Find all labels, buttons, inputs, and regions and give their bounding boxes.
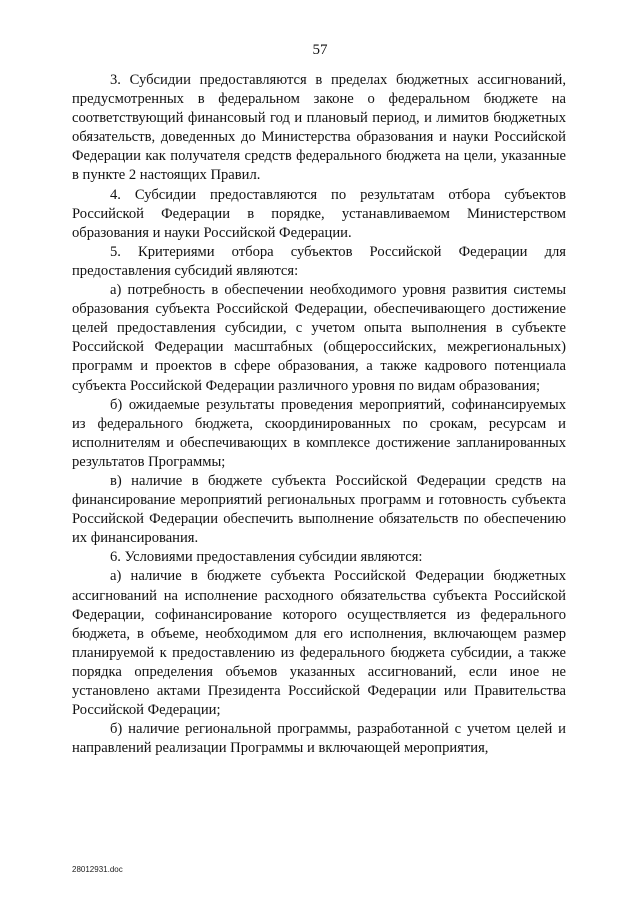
document-body [72, 71, 566, 758]
paragraph-5v: в) наличие в бюджете субъекта Российской Федерации средств на финансирование мероприятий региональных программ и готовность субъекта Российской Федерации обеспечить выполнение обязательств по обеспечению их финансирования. [72, 472, 566, 547]
paragraph-4: 4. Субсидии предоставляются по результатам отбора субъектов Российской Федерации в порядке, устанавливаемом Министерством образования и науки Российской Федерации. [72, 186, 566, 241]
paragraph-6b: б) наличие региональной программы, разработанной с учетом целей и направлений реализации Программы и включающей мероприятия, [72, 721, 566, 757]
paragraph-6a: а) наличие в бюджете субъекта Российской Федерации бюджетных ассигнований на исполнение расходного обязательства субъекта Российской Федерации, софинансирование которого осуществляется из федерального бюджета, в объеме, необходимом для его исполнения, включающем размер планируемой к предоставлению из федерального бюджета субсидии, а также порядка определения объемов указанных ассигнований, если иное не установлено актами Президента Российской Федерации или Правительства Российской Федерации; [72, 568, 566, 719]
page-number: 57 [312, 42, 328, 58]
paragraph-5b: б) ожидаемые результаты проведения мероприятий, софинансируемых из федерального бюджета, скоординированных по срокам, ресурсам и исполнителям и обеспечивающих в комплексе достижение запланированных результатов Программы; [72, 396, 566, 470]
paragraph-6: 6. Условиями предоставления субсидии являются: [110, 549, 423, 566]
paragraph-3: 3. Субсидии предоставляются в пределах бюджетных ассигнований, предусмотренных в федеральном законе о федеральном бюджете на соответствующий финансовый год и плановый период, и лимитов бюджетных обязательств, доведенных до Министерства образования и науки Российской Федерации как получателя средств федерального бюджета на цели, указанные в пункте 2 настоящих Правил. [72, 72, 566, 184]
paragraph-5a: а) потребность в обеспечении необходимого уровня развития системы образования субъекта Российской Федерации, обеспечивающего достижение целей предоставления субсидии, с учетом опыта выполнения в субъекте Российской Федерации масштабных (общероссийских, межрегиональных) программ и проектов в сфере образования, а также кадрового потенциала субъекта Российской Федерации различного уровня по видам образования; [72, 282, 566, 394]
paragraph-5: 5. Критериями отбора субъектов Российской Федерации для предоставления субсидий являются: [72, 243, 566, 279]
footer-filename: 28012931.doc [72, 865, 123, 874]
